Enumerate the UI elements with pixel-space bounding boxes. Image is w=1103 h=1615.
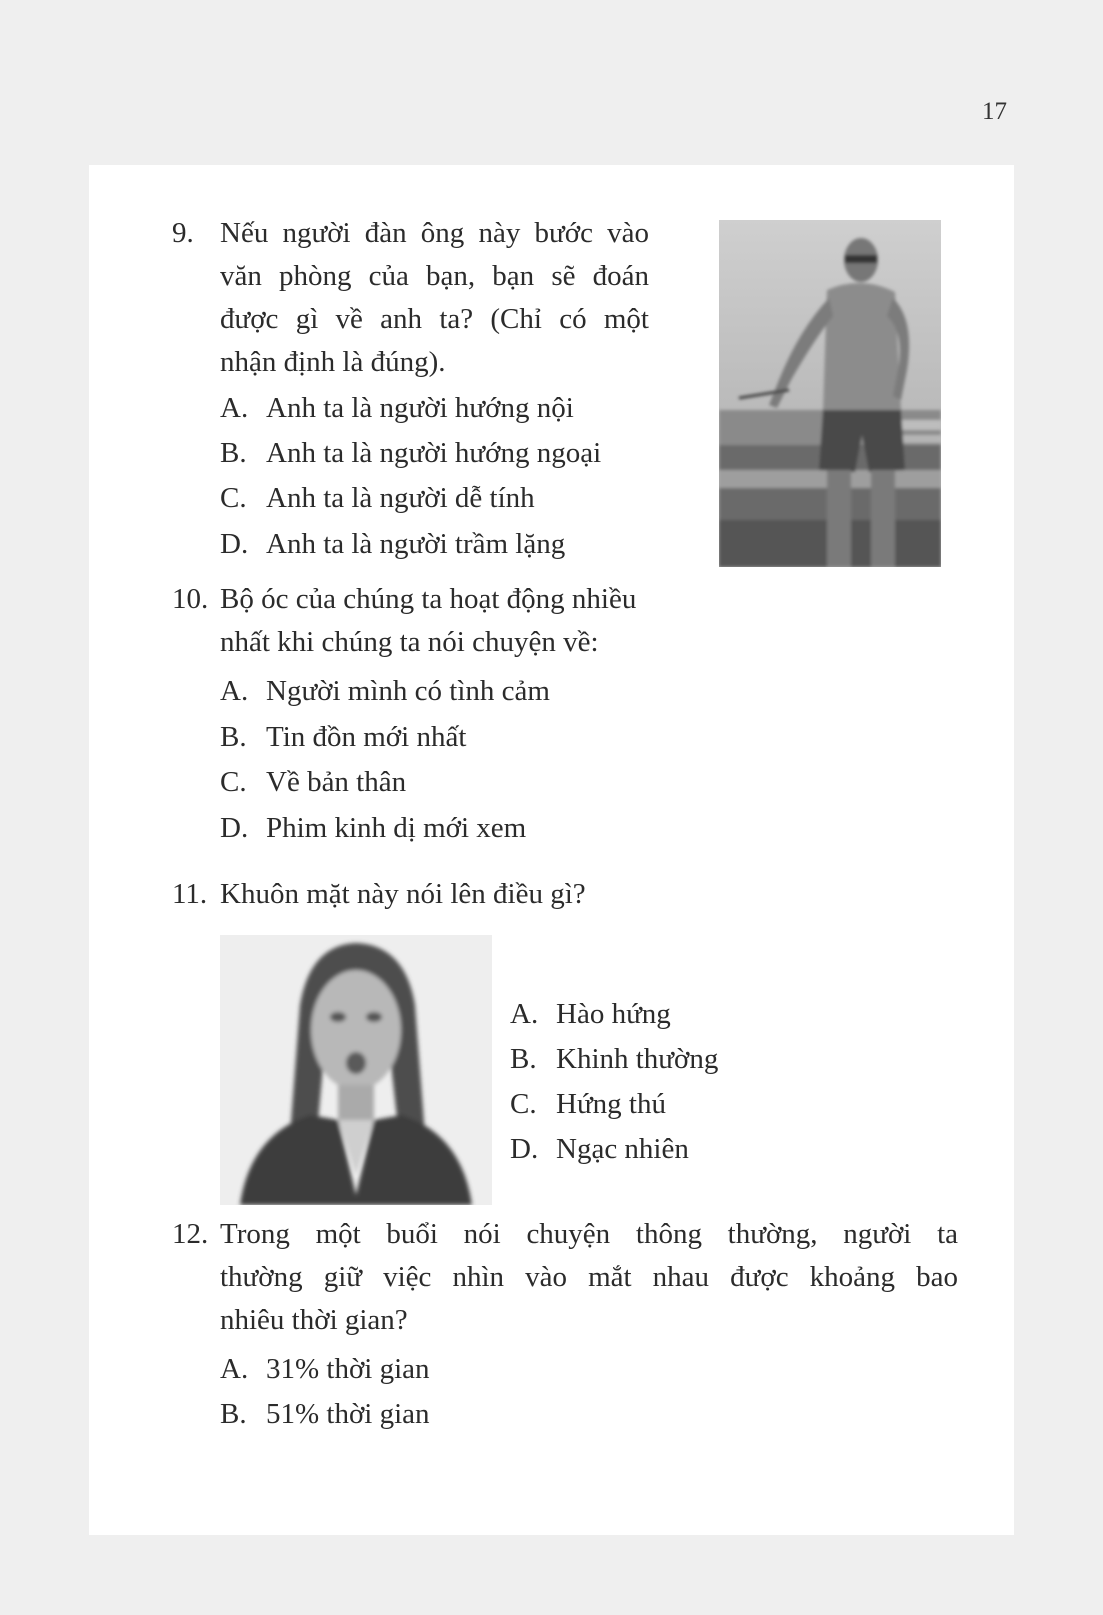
woman-face-photo [220, 935, 492, 1205]
man-photo [719, 220, 941, 567]
question-line: thường giữ việc nhìn vào mắt nhau được khoảng bao [220, 1261, 958, 1293]
question-line: nhiêu thời gian? [220, 1304, 408, 1336]
question-line: nhận định là đúng). [220, 346, 446, 378]
question-text [220, 578, 680, 664]
question-line: được gì về anh ta? (Chỉ có một [220, 303, 649, 335]
question-line: Bộ óc của chúng ta hoạt động nhiều [220, 583, 637, 615]
question-number: 12. [172, 1218, 209, 1250]
option-9d: D. Anh ta là người trầm lặng [220, 528, 566, 560]
option-9b: B. Anh ta là người hướng ngoại [220, 437, 602, 469]
option-9a: A. Anh ta là người hướng nội [220, 392, 574, 424]
question-line: nhất khi chúng ta nói chuyện về: [220, 626, 599, 658]
option-10c: C. Về bản thân [220, 766, 407, 798]
question-text [220, 212, 649, 384]
option-10d: D. Phim kinh dị mới xem [220, 812, 527, 844]
option-12b: B. 51% thời gian [220, 1398, 430, 1430]
question-line: Nếu người đàn ông này bước vào [220, 217, 649, 249]
question-line: văn phòng của bạn, bạn sẽ đoán [220, 260, 649, 292]
question-number: 11. [172, 878, 208, 910]
option-11d: D. Ngạc nhiên [510, 1133, 689, 1165]
option-10a: A. Người mình có tình cảm [220, 675, 550, 707]
question-number: 10. [172, 583, 209, 615]
option-10b: B. Tin đồn mới nhất [220, 721, 467, 753]
page-sheet [89, 165, 1014, 1535]
page-number: 17 [982, 98, 1007, 125]
option-11a: A. Hào hứng [510, 998, 671, 1030]
option-9c: C. Anh ta là người dễ tính [220, 482, 535, 514]
question-line: Khuôn mặt này nói lên điều gì? [220, 878, 586, 910]
option-12a: A. 31% thời gian [220, 1353, 430, 1385]
question-text [220, 1213, 958, 1342]
question-text [220, 873, 820, 916]
question-number: 9. [172, 217, 194, 249]
question-line: Trong một buổi nói chuyện thông thường, người ta [220, 1218, 958, 1250]
option-11b: B. Khinh thường [510, 1043, 719, 1075]
option-11c: C. Hứng thú [510, 1088, 666, 1120]
